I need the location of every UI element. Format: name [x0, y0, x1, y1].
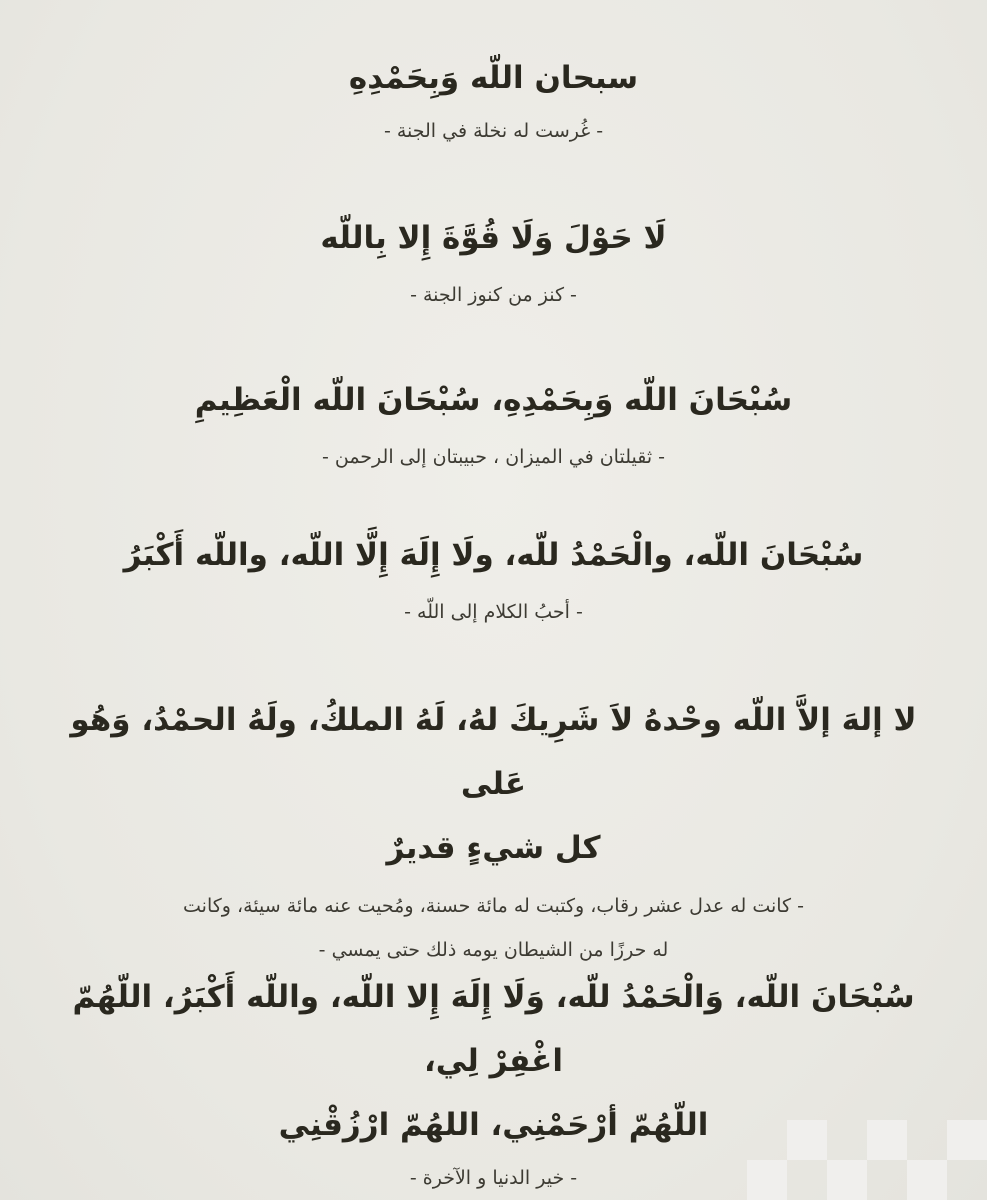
virtue-text-line-2: له حرزًا من الشيطان يومه ذلك حتى يمسي - — [318, 939, 669, 961]
dhikr-block-4 — [60, 525, 927, 629]
virtue-text: - خير الدنيا و الآخرة - — [409, 1167, 578, 1189]
dhikr-block-3 — [60, 370, 927, 474]
dhikr-block-1 — [60, 48, 927, 148]
virtue-text: - أحبُ الكلام إلى اللّه - — [404, 601, 583, 623]
dhikr-text: سبحان اللّه وَبِحَمْدِهِ — [348, 60, 639, 96]
dhikr-text-line-2: كل شيءٍ قديرٌ — [386, 830, 601, 866]
dhikr-text: سُبْحَانَ اللّه وَبِحَمْدِهِ، سُبْحَانَ اللّه الْعَظِيمِ — [194, 382, 793, 418]
dhikr-text-line-1: لا إلهَ إلاَّ اللّه وحْدهُ لاَ شَرِيكَ لهُ، لَهُ الملكُ، ولَهُ الحمْدُ، وَهُو عَلى — [70, 702, 917, 802]
dhikr-text-line-1: سُبْحَانَ اللّه، وَالْحَمْدُ للّه، وَلَا إِلَهَ إِلا اللّه، واللّه أَكْبَرُ، اللّهُمّ اغْفِرْ لِي، — [72, 979, 915, 1079]
dhikr-text: لَا حَوْلَ وَلَا قُوَّةَ إِلا بِاللّه — [320, 220, 667, 256]
virtue-text: - غُرست له نخلة في الجنة - — [383, 120, 604, 142]
virtue-text: - ثقيلتان في الميزان ، حبيبتان إلى الرحمن - — [321, 446, 666, 468]
dhikr-text-line-2: اللّهُمّ أرْحَمْنِي، اللهُمّ ارْزُقْنِي — [278, 1107, 709, 1143]
dhikr-block-5 — [60, 688, 927, 972]
virtue-text-line-1: - كانت له عدل عشر رقاب، وكتبت له مائة حسنة، ومُحيت عنه مائة سيئة، وكانت — [183, 895, 804, 917]
dhikr-text: سُبْحَانَ اللّه، والْحَمْدُ للّه، ولَا إِلَهَ إِلَّا اللّه، واللّه أَكْبَرُ — [123, 537, 864, 573]
virtue-text: - كنز من كنوز الجنة - — [410, 284, 577, 306]
dhikr-block-2 — [60, 208, 927, 312]
watermark-overlay — [707, 1120, 987, 1200]
